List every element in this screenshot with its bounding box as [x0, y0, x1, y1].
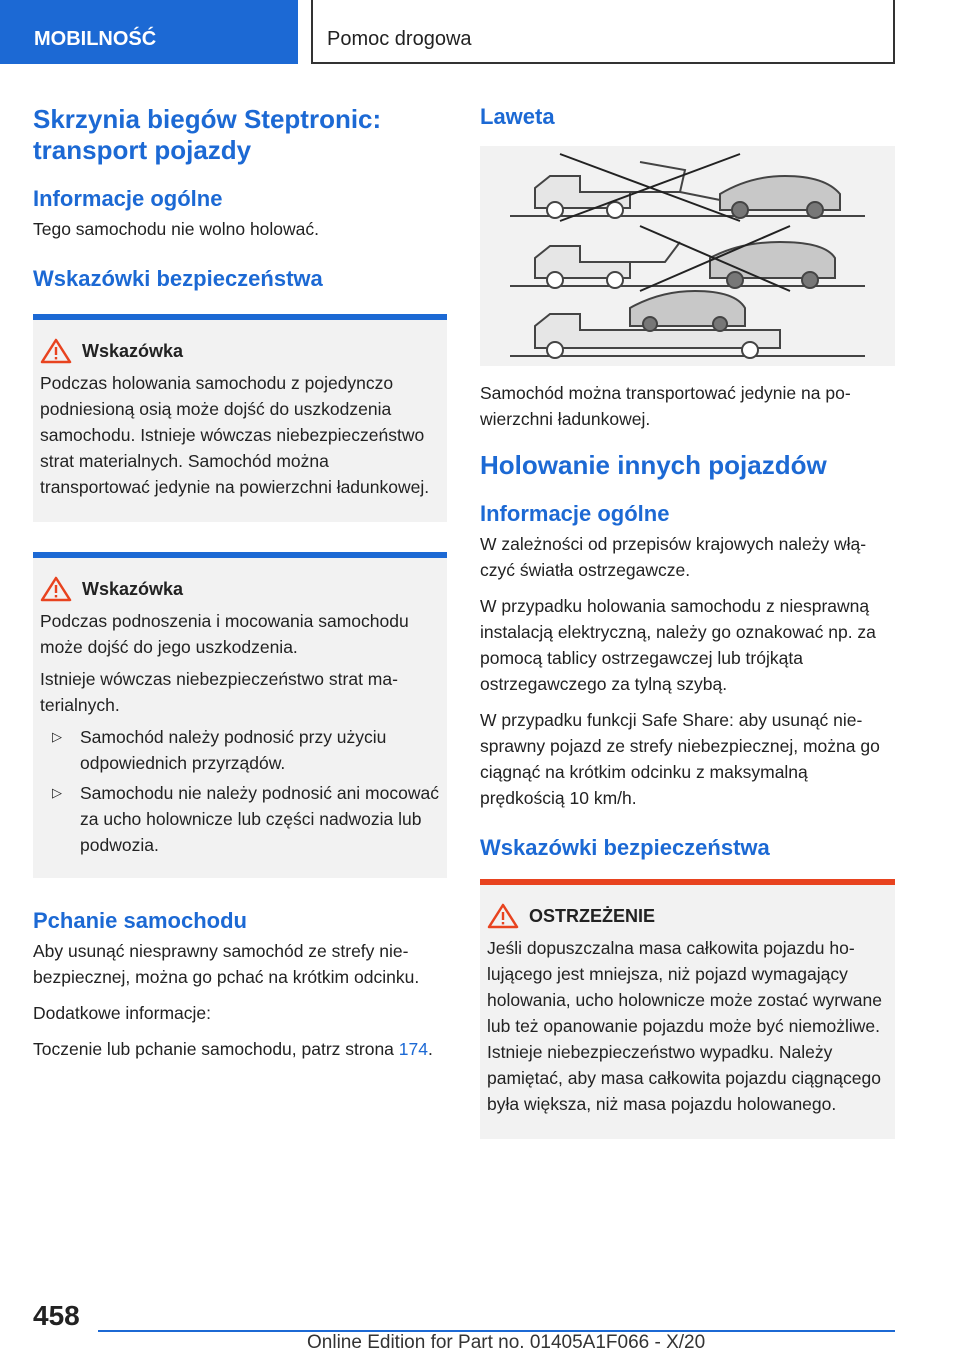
push-text: Aby usunąć niesprawny samochód ze strefy niebezpiecznej, można go pchać na krótkim odcinku. — [33, 941, 420, 987]
list-item-text: Samochód należy podnosić przy użyciu odpowiednich przyrządów. — [80, 727, 387, 773]
general-info-heading: Informacje ogólne — [33, 186, 223, 211]
left-column — [33, 104, 447, 1072]
page-number: 458 — [33, 1300, 80, 1331]
paragraph: W przypadku holowania samochodu z niesprawną instalacją elektryczną, należy go oznakować np. za pomocą tablicy ostrzegawczej lub trójkąta ostrzegawczego za tylną szybą. — [480, 596, 876, 694]
note-text: Podczas holowania samochodu z pojedynczo podniesioną osią może dojść do uszkodzenia samochodu. Istnieje wówczas niebezpieczeństwo strat materialnych. Samochód można transportować jedynie na powierzchni ładunkowej. — [40, 373, 430, 497]
footer-edition: Online Edition for Part no. 01405A1F066 - X/20 — [307, 1332, 706, 1353]
push-heading: Pchanie samochodu — [33, 908, 247, 933]
note-box-2 — [33, 552, 447, 878]
note-label: Wskazówka — [82, 340, 184, 361]
warning-label: OSTRZEŻENIE — [529, 905, 656, 926]
more-info-text: Dodatkowe informacje: — [33, 1003, 211, 1023]
note-text: Podczas podnoszenia i mocowania samochodu może dojść do jego uszkodzenia. — [40, 611, 409, 657]
warning-triangle-icon — [487, 903, 519, 929]
list-item — [40, 724, 439, 776]
towing-illustration — [480, 146, 895, 366]
triangle-bullet-icon: ▷ — [52, 729, 62, 744]
reference-label: Toczenie lub pchanie samochodu, patrz strona — [33, 1039, 394, 1059]
reference-end: . — [428, 1039, 433, 1059]
page-link[interactable]: 174 — [398, 1039, 428, 1059]
note-header — [40, 576, 439, 602]
paragraph: W zależności od przepisów krajowych należy włączyć światła ostrzegawcze. — [480, 534, 867, 580]
general-info-text: Tego samochodu nie wolno holować. — [33, 219, 320, 239]
safety-heading: Wskazówki bezpieczeństwa — [33, 266, 323, 291]
list-item — [40, 780, 439, 858]
paragraph: W przypadku funkcji Safe Share: aby usunąć niesprawny pojazd ze strefy niebezpiecznej, można go ciągnąć na krótkim odcinku z maksymalną prędkością 10 km/h. — [480, 710, 880, 808]
warning-text: Jeśli dopuszczalna masa całkowita pojazdu holującego jest mniejsza, niż pojazd wymagający holowania, ucho holownicze może zostać wyrwane lub też opanowanie pojazdu może być niemożliwe. Istnieje niebezpieczeństwo wypadku. Należy pamiętać, aby masa całkowita pojazdu ciągnącego była większa, niż masa pojazdu holowanego. — [487, 938, 882, 1114]
warning-header — [487, 903, 887, 929]
warning-triangle-icon — [40, 576, 72, 602]
list-item-text: Samochodu nie należy podnosić ani mocować za ucho holownicze lub części nadwozia lub podwozia. — [80, 783, 439, 855]
note-label: Wskazówka — [82, 578, 184, 599]
right-column — [480, 104, 895, 1169]
note-header — [40, 338, 439, 364]
towing-diagram-image — [480, 146, 895, 366]
safety-heading: Wskazówki bezpieczeństwa — [480, 835, 770, 860]
laweta-heading: Laweta — [480, 104, 555, 129]
towing-heading: Holowanie innych pojazdów — [480, 450, 827, 480]
note-box-1 — [33, 314, 447, 522]
laweta-text: Samochód można transportować jedynie na powierzchni ładunkowej. — [480, 383, 851, 429]
note-text: Istnieje wówczas niebezpieczeństwo strat materialnych. — [40, 669, 398, 715]
chapter-tab: Pomoc drogowa — [311, 0, 895, 64]
section-tab: MOBILNOŚĆ — [0, 0, 298, 64]
reference-text — [33, 1036, 447, 1062]
page-title: Skrzynia biegów Steptronic: transport pojazdy — [33, 104, 382, 165]
warning-box — [480, 879, 895, 1139]
general-info-heading: Informacje ogólne — [480, 501, 670, 526]
warning-triangle-icon — [40, 338, 72, 364]
triangle-bullet-icon: ▷ — [52, 785, 62, 800]
